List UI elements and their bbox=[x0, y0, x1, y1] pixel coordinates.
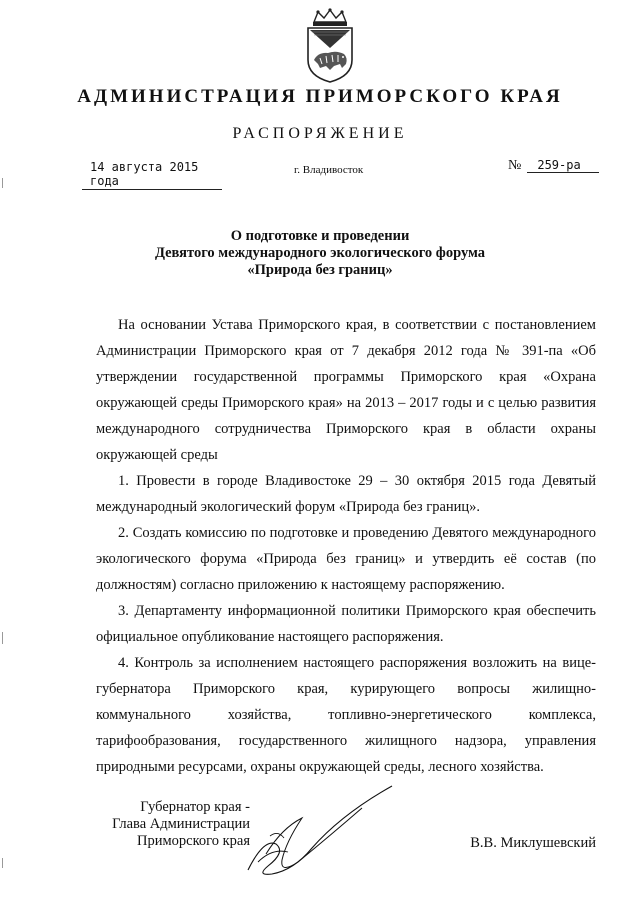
signatory-name: В.В. Миклушевский bbox=[470, 835, 596, 851]
title-line-1: О подготовке и проведении bbox=[230, 228, 410, 244]
order-item-2: 2. Создать комиссию по подготовке и проведению Девятого международного экологического форума «Природа без границ» и утвердить её состав (по должностям) согласно приложению к настоящему распоряжению. bbox=[96, 525, 596, 593]
order-item-3: 3. Департаменту информационной политики Приморского края обеспечить официальное опубликование настоящего распоряжения. bbox=[96, 603, 596, 645]
position-line-3: Приморского края bbox=[136, 833, 250, 849]
document-number bbox=[508, 158, 599, 174]
order-item-4: 4. Контроль за исполнением настоящего распоряжения возложить на вице-губернатора Приморского края, курирующего вопросы жилищно-коммунального хозяйства, топливно-энергетического комплекса, тарифообразования, государственного жилищного надзора, управления природными ресурсами, охраны окружающей среды, лесного хозяйства. bbox=[96, 655, 596, 775]
preamble-paragraph: На основании Устава Приморского края, в соответствии с постановлением Администрации Приморского края от 7 декабря 2012 года № 391-па «Об утверждении государственной программы Приморского края «Охрана окружающей среды Приморского края» на 2013 – 2017 годы и с целью развития международного сотрудничества Приморского края в области охраны окружающей среды bbox=[96, 317, 596, 463]
document-body bbox=[96, 312, 596, 780]
document-date: 14 августа 2015 года bbox=[82, 160, 222, 190]
handwritten-signature-icon bbox=[242, 778, 422, 888]
document-title bbox=[0, 228, 640, 279]
position-line-1: Губернатор края - bbox=[140, 799, 250, 815]
coat-of-arms-tiger-icon bbox=[300, 8, 360, 84]
number-label: № bbox=[508, 158, 522, 173]
signatory-position bbox=[60, 799, 250, 850]
document-type: РАСПОРЯЖЕНИЕ bbox=[232, 125, 408, 142]
title-line-3: «Природа без границ» bbox=[247, 262, 393, 278]
number-value: 259-ра bbox=[527, 158, 599, 173]
scan-edge-mark bbox=[2, 858, 3, 868]
document-city: г. Владивосток bbox=[294, 164, 364, 176]
scan-edge-mark bbox=[2, 632, 3, 644]
title-line-2: Девятого международного экологического форума bbox=[154, 245, 486, 261]
order-item-1: 1. Провести в городе Владивостоке 29 – 30 октября 2015 года Девятый международный экологический форум «Природа без границ». bbox=[96, 473, 596, 515]
organization-name: АДМИНИСТРАЦИЯ ПРИМОРСКОГО КРАЯ bbox=[77, 86, 563, 107]
position-line-2: Глава Администрации bbox=[112, 816, 250, 832]
scan-edge-mark bbox=[2, 178, 3, 188]
